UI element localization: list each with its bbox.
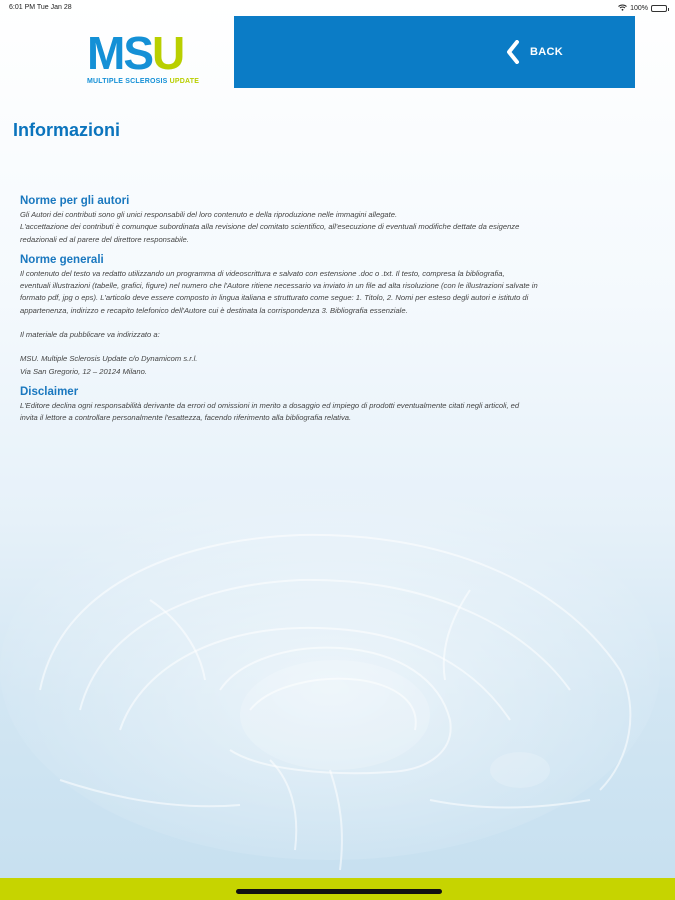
logo-ms: MS bbox=[87, 27, 152, 79]
back-button[interactable] bbox=[506, 40, 563, 64]
home-indicator[interactable] bbox=[236, 889, 442, 894]
logo-subtitle bbox=[87, 78, 200, 85]
status-time-date: 6:01 PM Tue Jan 28 bbox=[9, 4, 72, 11]
status-right-group bbox=[618, 4, 667, 13]
logo-wordmark bbox=[87, 27, 197, 79]
msu-logo bbox=[87, 27, 200, 90]
paragraph-line: redazionali ed al parere del direttore responsabile. bbox=[20, 234, 189, 244]
back-button-label: BACK bbox=[530, 46, 563, 58]
page-title: Informazioni bbox=[13, 120, 120, 140]
paragraph-line: appartenenza, indirizzo e recapito telefonico dell'Autore cui è destinata la corrispondenza 3. Bibliografia essenziale. bbox=[20, 305, 408, 315]
paragraph-line: Gli Autori dei contributi sono gli unici responsabili del loro contenuto e della riproduzione nelle immagini allegate. bbox=[20, 210, 398, 219]
paragraph-line: eventuali illustrazioni (tabelle, grafici, figure) nel numero che l'Autore ritiene necessario va inviato in un file ad alta risoluzione (con le illustrazioni salvate in bbox=[20, 281, 538, 291]
header-bar bbox=[234, 16, 635, 88]
address-line-1: MSU. Multiple Sclerosis Update c/o Dynamicom s.r.l. bbox=[20, 354, 198, 364]
paragraph-line: invita il lettore a controllare personalmente l'esattezza, facendo riferimento alla bibliografia relativa. bbox=[20, 413, 352, 423]
section-heading-disclaimer: Disclaimer bbox=[20, 385, 79, 398]
section-heading-general: Norme generali bbox=[20, 253, 104, 266]
paragraph-line: formato pdf, jpg o eps). L'articolo deve essere composto in lingua italiana e strutturato come segue: 1. Titolo, 2. Nomi per esteso degli autori e istituto di bbox=[20, 293, 529, 303]
status-bar bbox=[0, 0, 675, 16]
section-authors bbox=[20, 193, 648, 246]
section-heading-authors: Norme per gli autori bbox=[20, 195, 130, 207]
chevron-left-icon bbox=[506, 40, 520, 64]
section-disclaimer bbox=[20, 384, 648, 425]
logo-subtitle-main: MULTIPLE SCLEROSIS bbox=[87, 78, 168, 85]
brain-background-image bbox=[0, 480, 675, 880]
paragraph-line: L'Editore declina ogni responsabilità derivante da errori od omissioni in merito a dosaggio ed impiego di prodotti eventualmente citati negli articoli, ed bbox=[20, 400, 520, 410]
battery-percent: 100% bbox=[630, 5, 648, 12]
logo-subtitle-update: UPDATE bbox=[169, 78, 200, 85]
paragraph-line: Il contenuto del testo va redatto utilizzando un programma di videoscrittura e salvato con estensione .doc o .txt. Il testo, compresa la bibliografia, bbox=[20, 268, 505, 278]
section-general bbox=[20, 252, 648, 378]
battery-icon bbox=[651, 5, 667, 12]
logo-u: U bbox=[152, 27, 184, 79]
info-content bbox=[20, 193, 648, 425]
wifi-icon bbox=[618, 4, 627, 13]
paragraph-line: L'accettazione dei contributi è comunque subordinata alla revisione del comitato scientifico, all'esecuzione di eventuali modifiche dettate da esigenze bbox=[20, 222, 520, 232]
send-to-text: Il materiale da pubblicare va indirizzato a: bbox=[20, 330, 160, 340]
address-line-2: Via San Gregorio, 12 – 20124 Milano. bbox=[20, 366, 147, 376]
